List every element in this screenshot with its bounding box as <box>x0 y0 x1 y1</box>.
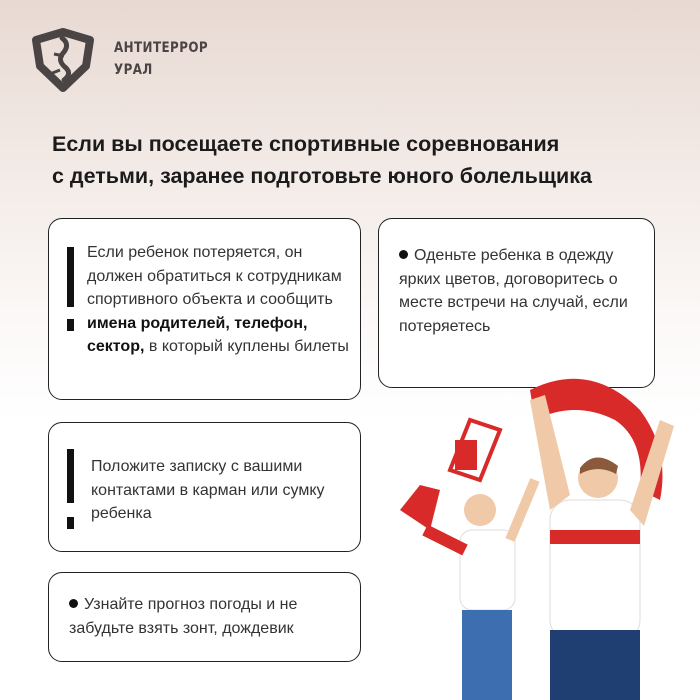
card-text: Положите записку с вашими контактами в карман или сумку ребенка <box>91 458 325 522</box>
title-line1: Если вы посещаете спортивные соревнования <box>52 132 560 156</box>
tip-card-weather <box>48 572 361 662</box>
logo <box>30 26 225 92</box>
tip-card-note <box>48 422 361 552</box>
card-text: Узнайте прогноз погоды и не забудьте взять зонт, дождевик <box>69 596 298 637</box>
tip-card-lost-child <box>48 218 361 400</box>
bullet-icon <box>399 250 408 259</box>
card-text: Оденьте ребенка в одежду ярких цветов, договоритесь о месте встречи на случай, если потеряетесь <box>399 247 628 335</box>
exclamation-dot <box>67 319 74 331</box>
logo-line2: УРАЛ <box>114 62 153 78</box>
exclamation-dot <box>67 517 74 529</box>
bullet-icon <box>69 599 78 608</box>
title-line2: с детьми, заранее подготовьте юного болельщика <box>52 164 592 188</box>
card-bold-text: имена родителей, телефон, сектор, <box>87 314 308 355</box>
card-text-end: в который куплены билеты <box>144 338 349 355</box>
logo-line1: АНТИТЕРРОР <box>114 40 209 56</box>
lizard-shield-icon <box>30 26 96 92</box>
foam-finger <box>400 485 440 530</box>
fans-illustration <box>380 360 700 700</box>
page-title <box>52 128 592 192</box>
card-text: Если ребенок потеряется, он должен обратиться к сотрудникам спортивного объекта и сообщить <box>87 244 342 308</box>
exclamation-icon <box>67 247 74 307</box>
exclamation-icon <box>67 449 74 503</box>
